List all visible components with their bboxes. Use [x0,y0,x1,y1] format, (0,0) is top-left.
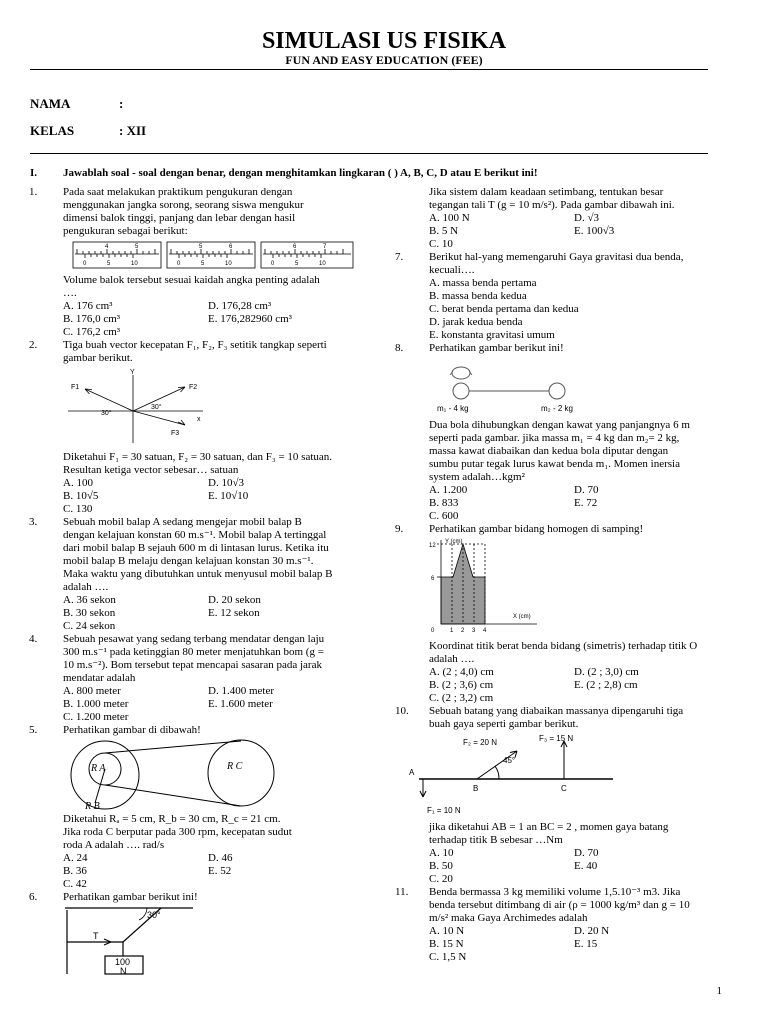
vector-f1-label: F1 [71,384,80,391]
question-text: kecuali…. [429,264,475,276]
question-number: 5. [29,724,38,736]
option-d[interactable]: D. 20 sekon [208,594,261,606]
option-b[interactable]: B. 1.000 meter [63,698,129,710]
option-c[interactable]: C. 10 [429,238,453,250]
question-text: adalah …. [63,581,109,593]
answer-options [63,852,393,891]
caliper-3 [261,242,353,268]
nama-label: NAMA [30,96,71,111]
option-a[interactable]: A. 10 N [429,925,465,937]
question-text: Tiga buah vector kecepatan F₁, F₂, F₃ setitik tangkap seperti [63,339,327,351]
option-e[interactable]: E. 72 [574,497,598,509]
option-e[interactable]: E. konstanta gravitasi umum [429,329,555,341]
homogeneous-shape-figure [429,538,541,638]
question-text: Sebuah pesawat yang sedang terbang mendatar dengan laju [63,633,325,645]
page-subtitle: FUN AND EASY EDUCATION (FEE) [285,53,483,67]
caliper-label: 6 [229,244,233,250]
option-e[interactable]: E. 15 [574,938,598,950]
question-text: Diketahui F₁ = 30 satuan, F₂ = 30 satuan, dan F₃ = 10 satuan. [63,451,333,463]
kelas-rule [30,153,708,154]
question-1 [29,186,393,339]
question-text: Sebuah batang yang diabaikan massanya dipengaruhi tiga [429,705,684,717]
question-text: terhadap titik B sebesar …Nm [429,834,563,846]
option-d[interactable]: D. (2 ; 3,0) cm [574,666,639,678]
question-number: 10. [395,705,409,717]
answer-options [63,685,393,724]
question-text: Jika sistem dalam keadaan setimbang, tentukan besar [429,186,664,198]
weight-unit: N [120,966,127,976]
question-number: 8. [395,342,404,354]
option-a[interactable]: A. 36 sekon [63,594,116,606]
angle-label: 30° [101,410,112,417]
caliper-label: 4 [105,244,109,250]
question-text: buah gaya seperti gambar berikut. [429,718,579,730]
question-text: Diketahui Rₐ = 5 cm, R_b = 30 cm, R_c = 21 cm. [63,813,281,825]
question-text: mobil balap B melaju dengan kelajuan konstan 30 m.s⁻¹. [63,555,314,567]
question-text: Perhatikan gambar berikut ini! [63,891,198,903]
tick-label: 4 [483,628,487,634]
caliper-label: 0 [177,261,181,267]
point-b-label: B [473,784,479,793]
caliper-label: 5 [201,261,205,267]
radius-c-label: R C [227,761,243,772]
question-text: m/s² maka Gaya Archimedes adalah [429,912,588,924]
lever-figure [407,733,637,819]
question-text: jika diketahui AB = 1 an BC = 2 , momen gaya batang [429,821,669,833]
caliper-label: 10 [225,261,232,267]
question-text: roda A adalah …. rad/s [63,839,165,851]
weight-label: 100 [115,957,131,967]
option-c[interactable]: C. 24 sekon [63,620,116,632]
option-e[interactable]: E. 12 sekon [208,607,260,619]
option-c[interactable]: C. 130 [63,503,93,515]
option-b[interactable]: B. massa benda kedua [429,290,527,302]
nama-colon: : [119,96,124,111]
question-text: Perhatikan gambar berikut ini! [429,342,564,354]
force-f1-label: F₁ = 10 N [427,806,461,815]
axis-x-label: x [197,416,201,423]
axis-y-label: Y [130,369,135,376]
question-5 [29,724,393,891]
option-b[interactable]: B. 5 N [429,225,459,237]
answer-options [429,484,729,523]
option-b[interactable]: B. 176,0 cm³ [63,313,121,325]
radius-a-label: R A [91,763,106,774]
caliper-label: 5 [199,244,203,250]
caliper-label: 5 [135,244,139,250]
option-a[interactable]: A. 100 N [429,212,470,224]
answer-options [429,666,729,705]
option-e[interactable]: E. 100√3 [574,225,615,237]
kelas-value: : XII [119,123,147,138]
question-text: Maka waktu yang dibutuhkan untuk menyusul mobil balap B [63,568,333,580]
option-e[interactable]: E. 52 [208,865,232,877]
tick-label: 6 [431,576,435,582]
left-column [29,186,393,978]
option-d[interactable]: D. 70 [574,847,599,859]
option-e[interactable]: E. 10√10 [208,490,249,502]
two-mass-figure [429,357,609,417]
question-11 [395,886,729,964]
option-b[interactable]: B. 50 [429,860,453,872]
vector-figure [63,367,263,449]
header-rule [30,69,708,70]
tick-label: 2 [461,628,465,634]
option-b[interactable]: B. 36 [63,865,87,877]
question-6-continued [429,186,729,251]
option-b[interactable]: B. (2 ; 3,6) cm [429,679,494,691]
option-d[interactable]: D. jarak kedua benda [429,316,523,328]
answer-options [429,925,729,964]
vector-f2-label: F2 [189,384,198,391]
tick-label: 1 [450,628,454,634]
question-text: Berikut hal-yang memengaruhi Gaya gravitasi dua benda, [429,251,684,263]
tick-label: 12 [429,543,436,549]
option-c[interactable]: C. 600 [429,510,459,522]
question-text: dimensi balok tinggi, panjang dan lebar dengan hasil [63,212,296,224]
question-number: 7. [395,251,404,263]
question-text: gambar berikut. [63,352,133,364]
mass-2-label: m₂ - 2 kg [541,404,573,413]
question-3 [29,516,393,633]
question-text: menggunakan jangka sorong, seorang siswa mengukur [63,199,304,211]
question-10 [395,705,729,886]
option-b[interactable]: B. 30 sekon [63,607,116,619]
option-a[interactable]: A. 10 [429,847,454,859]
option-d[interactable]: D. 70 [574,484,599,496]
section-number: I. [30,167,38,179]
option-c[interactable]: C. 176,2 cm³ [63,326,121,338]
question-number: 4. [29,633,38,645]
option-a[interactable]: A. 176 cm³ [63,300,113,312]
question-number: 6. [29,891,38,903]
question-text: tegangan tali T (g = 10 m/s²). Pada gambar dibawah ini. [429,199,675,211]
option-e[interactable]: E. (2 ; 2,8) cm [574,679,638,691]
option-b[interactable]: B. 15 N [429,938,464,950]
question-6 [29,891,393,976]
caliper-label: 0 [83,261,87,267]
question-text: mendatar adalah [63,672,136,684]
question-text: Sebuah mobil balap A sedang mengejar mobil balap B [63,516,302,528]
question-text: Jika roda C berputar pada 300 rpm, kecepatan sudut [63,826,292,838]
page-number: 1 [716,985,722,997]
option-d[interactable]: D. √3 [574,212,599,224]
option-d[interactable]: D. 176,28 cm³ [208,300,272,312]
angle-label: 30° [151,404,162,411]
question-number: 11. [395,886,409,898]
tension-label: T [93,931,99,941]
option-a[interactable]: A. (2 ; 4,0) cm [429,666,494,678]
question-number: 3. [29,516,38,528]
question-text: system adalah…kgm² [429,471,525,483]
option-e[interactable]: E. 176,282960 cm³ [208,313,292,325]
option-d[interactable]: D. 46 [208,852,233,864]
answer-options [429,847,729,886]
question-text: 300 m.s⁻¹ pada ketinggian 80 meter menjatuhkan bom (g = [63,646,324,658]
section-instruction: Jawablah soal - soal dengan benar, dengan menghitamkan lingkaran ( ) A, B, C, D atau E berikut ini! [63,167,538,179]
answer-options [63,594,393,633]
caliper-label: 0 [271,261,275,267]
option-c[interactable]: C. 20 [429,873,453,885]
question-text: Resultan ketiga vector sebesar… satuan [63,464,239,476]
question-text: Koordinat titik berat benda bidang (simetris) terhadap titik O [429,640,698,652]
option-a[interactable]: A. 24 [63,852,88,864]
question-text: 10 m.s⁻²). Bom tersebut tepat mencapai sasaran pada jarak [63,659,322,671]
question-text: seperti pada gambar. jika massa m₁ = 4 kg dan m₂= 2 kg, [429,432,680,444]
caliper-label: 6 [293,244,297,250]
question-4 [29,633,393,724]
angle-label: 45° [503,756,516,765]
force-f2-label: F₂ = 20 N [463,738,498,747]
option-e[interactable]: E. 1.600 meter [208,698,273,710]
option-c[interactable]: C. 1.200 meter [63,711,129,723]
force-f3-label: F₃ = 15 N [539,734,574,743]
radius-b-label: R B [85,801,100,811]
tick-label: 0 [431,628,435,634]
point-c-label: C [561,784,567,793]
question-2 [29,339,393,516]
question-text: Dua bola dihubungkan dengan kawat yang panjangnya 6 m [429,419,690,431]
question-text: dengan kelajuan konstan 60 m.s⁻¹. Mobil balap A tertinggal [63,529,327,541]
question-text: Volume balok tersebut sesuai kaidah angka penting adalah [63,274,320,286]
option-d[interactable]: D. 1.400 meter [208,685,274,697]
question-text: benda tersebut ditimbang di air (ρ = 1000 kg/m³ dan g = 10 [429,899,690,911]
option-a[interactable]: A. massa benda pertama [429,277,537,289]
question-7 [395,251,729,342]
question-text: massa kawat diabaikan dan kedua bola diputar dengan [429,445,669,457]
question-number: 9. [395,523,404,535]
question-8 [395,342,729,523]
option-e[interactable]: E. 40 [574,860,598,872]
option-c[interactable]: C. (2 ; 3,2) cm [429,692,494,704]
answer-options [63,300,393,339]
question-text: adalah …. [429,653,475,665]
option-b[interactable]: B. 833 [429,497,459,509]
caliper-readings-figure [63,240,363,272]
tension-figure [63,906,203,976]
question-text: Benda bermassa 3 kg memiliki volume 1,5.10⁻³ m3. Jika [429,886,681,898]
axis-y-label: Y (cm) [445,539,463,545]
question-text: Pada saat melakukan praktikum pengukuran dengan [63,186,293,198]
mass-1-label: m₁ - 4 kg [437,404,469,413]
caliper-label: 5 [295,261,299,267]
question-text: Perhatikan gambar di dibawah! [63,724,201,736]
caliper-label: 10 [319,261,326,267]
option-b[interactable]: B. 10√5 [63,490,99,502]
question-text: …. [63,287,77,299]
option-a[interactable]: A. 100 [63,477,93,489]
page-title: SIMULASI US FISIKA [261,28,507,54]
question-text: Perhatikan gambar bidang homogen di samping! [429,523,644,535]
option-a[interactable]: A. 1.200 [429,484,468,496]
option-c[interactable]: C. 42 [63,878,87,890]
tick-label: 3 [472,628,476,634]
question-9 [395,523,729,705]
question-text: dari mobil balap B sejauh 600 m di lintasan lurus. Ketika itu [63,542,329,554]
pulley-figure [51,739,291,811]
kelas-label: KELAS [30,123,75,138]
question-text: pengukuran sebagai berikut: [63,225,188,237]
option-d[interactable]: D. 20 N [574,925,610,937]
option-c[interactable]: C. berat benda pertama dan kedua [429,303,579,315]
answer-options [63,477,393,516]
caliper-label: 10 [131,261,138,267]
caliper-label: 7 [323,244,327,250]
right-column [395,186,729,964]
axis-x-label: X (cm) [513,614,531,620]
vector-f3-label: F3 [171,430,180,437]
caliper-label: 5 [107,261,111,267]
question-text: sumbu putar tegak lurus kawat benda m₁. Momen inersia [429,458,680,470]
option-d[interactable]: D. 10√3 [208,477,244,489]
question-number: 1. [29,186,38,198]
option-a[interactable]: A. 800 meter [63,685,121,697]
option-c[interactable]: C. 1,5 N [429,951,467,963]
angle-label: 30° [147,910,161,920]
point-a-label: A [409,768,415,777]
question-number: 2. [29,339,38,351]
answer-options [429,212,729,251]
